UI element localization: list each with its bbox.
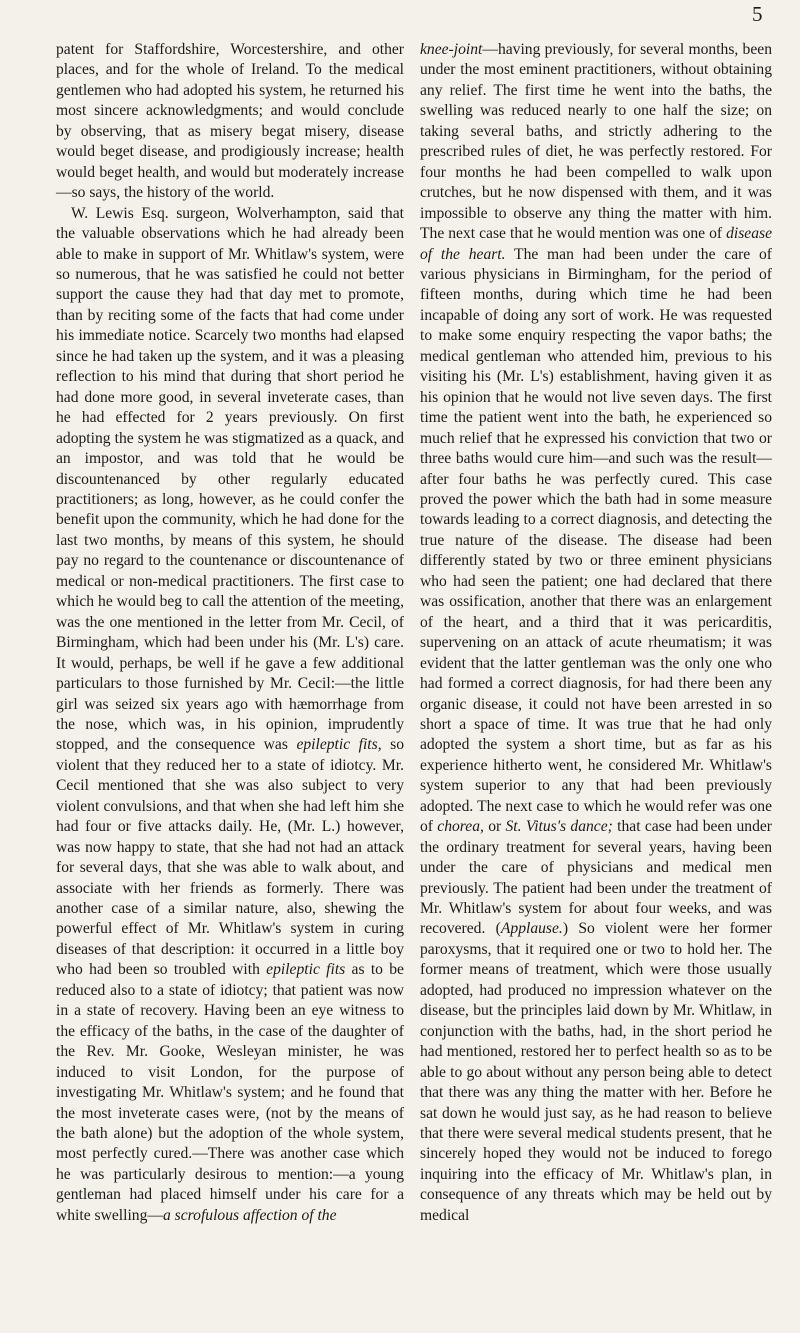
text-run: The man had been under the care of various physicians in Birmingham, for the period of fifteen months, during which time he had been incapable of doing any sort of work. He was requested to make some enquiry respecting the vapor baths; the medical gentleman who attended him, previous to his visiting his (Mr. L's) establishment, having given it as his opinion that he would not live seven days. The first time the patient went into the bath, he experienced so much relief that he expressed his conviction that two or three baths would cure him—and such was the result—after four baths he was perfectly cured. This case proved the power which the bath had in some measure towards leading to a correct diagnosis, and detecting the true nature of the disease. The disease had been differently stated by two or three eminent physicians who had seen the patient; one had declared that there was ossification, another that there was an enlargement of the heart, and a third that it was pericarditis, supervening on an attack of acute rheumatism; it was evident that the latter gentleman was the only one who had formed a correct diagnosis, for had there been any organic disease, it could not have been arrested in so short a space of time. It was true that he had only adopted the system a short time, but as far as his experience hitherto went, he considered Mr. Whitlaw's system superior to any that had been previously adopted. The next case to which he would refer was one of [420, 245, 772, 836]
page-number: 5 [752, 2, 763, 26]
text-run: that case had been under the ordinary treatment for several years, having been under the care of physicians and medical men previously. The patient had been under the treatment of Mr. Whitlaw's system for about four weeks, and was recovered. ( [420, 818, 772, 938]
italic-text: a scrofulous affection of the [162, 1206, 337, 1224]
text-run: ) So violent were her former paroxysms, that it required one or two to hold her. The former means of treatment, which were those usually adopted, had produced no impression whatever on the disease, but the principles laid down by Mr. Whitlaw, in conjunction with the baths, had, in the short period he had mentioned, restored her to perfect health so as to be able to go about without any person being able to detect that there was any thing the matter with her. Before he sat down he would just say, as he had reason to believe that there were several medical students present, that he sincerely hoped they would not be induced to forego inquiring into the efficacy of Mr. Whitlaw's plan, in consequence of any threats which may be held out by medical [420, 920, 772, 1224]
italic-text: disease of the heart. [420, 225, 772, 263]
italic-text: St. Vitus's dance; [505, 818, 613, 836]
paragraph-patent-conclusion: patent for Staffordshire, Worcestershire, and other places, and for the whole of Ireland. To the medical gentlemen who had adopted his system, he returned his most sincere acknowledgments; and would conclude by observing, that as misery begat misery, disease would beget disease, and prodigiously increase; health would beget health, and would but moderately increase—so says, the history of the world. [56, 41, 404, 202]
paragraph-lewis-address [56, 204, 404, 1227]
text-run: so violent that they reduced her to a state of idiotcy. Mr. Cecil mentioned that she was also subject to very violent convulsions, and that when she had left him she had four or five attacks daily. He, (Mr. L.) however, was now happy to state, that she had not had an attack for several days, that she was able to walk about, and associate with her friends as formerly. There was another case of a similar nature, also, shewing the powerful effect of Mr. Whitlaw's system in curing diseases of that description: it occurred in a little boy who had been so troubled with [56, 736, 404, 979]
text-run: or [483, 818, 506, 836]
left-column [56, 40, 404, 1226]
italic-text: knee-joint [420, 41, 483, 58]
text-run: W. Lewis Esq. surgeon, Wolverhampton, said that the valuable observations which he had already been able to make in support of Mr. Whitlaw's system, were so numerous, that he was satisfied he could not better support the cause they had that day met to promote, than by reciting some of the facts that had come under his immediate notice. Scarcely two months had elapsed since he had taken up the system, and it was a pleasing reflection to his mind that during that short period he had done more good, in several inveterate cases, than he had effected for 2 years previously. On first adopting the system he was stigmatized as a quack, and an impostor, and was told that he would be discountenanced by other regularly educated practitioners; as long, however, as he could confer the benefit upon the community, which he had done for the last two months, by means of this system, he should pay no regard to the countenance or discountenance of medical or non-medical practitioners. The first case to which he would beg to call the attention of the meeting, was the one mentioned in the letter from Mr. Cecil, of Birmingham, which had been under his (Mr. L's) care. It would, perhaps, be well if he gave a few additional particulars to those furnished by Mr. Cecil:—the little girl was seized six years ago with hæmorrhage from the nose, which was, in his opinion, imprudently stopped, and the consequence was [56, 204, 404, 754]
italic-text: epileptic fits [266, 961, 346, 979]
text-run: as to be reduced also to a state of idiotcy; that patient was now in a state of recovery. Having been an eye witness to the efficacy of the baths, in the case of the daughter of the Rev. Mr. Gooke, Wesleyan minister, he was induced to visit London, for the purpose of investigating Mr. Whitlaw's system; and he found that the most inveterate cases were, (not by the means of the bath alone) but the adoption of the whole system, most perfectly cured.—There was another case which he was particularly desirous to mention:—a young gentleman had placed himself under his care for a white swelling— [56, 961, 404, 1224]
paragraph-lewis-address-continued [420, 40, 772, 1226]
italic-text: epileptic fits, [296, 736, 382, 754]
italic-text: chorea, [437, 818, 484, 836]
text-run: —having previously, for several months, been under the most eminent practitioners, without obtaining any relief. The first time he went into the baths, the swelling was reduced nearly to one half the size; on taking several baths, and strictly adhering to the prescribed rules of diet, he was perfectly restored. For four months he had been compelled to walk upon crutches, but he now dispensed with them, and it was impossible to observe any thing the matter with him. The next case that he would mention was one of [420, 41, 772, 243]
italic-text: Applause. [500, 920, 563, 938]
right-column [420, 40, 772, 1226]
